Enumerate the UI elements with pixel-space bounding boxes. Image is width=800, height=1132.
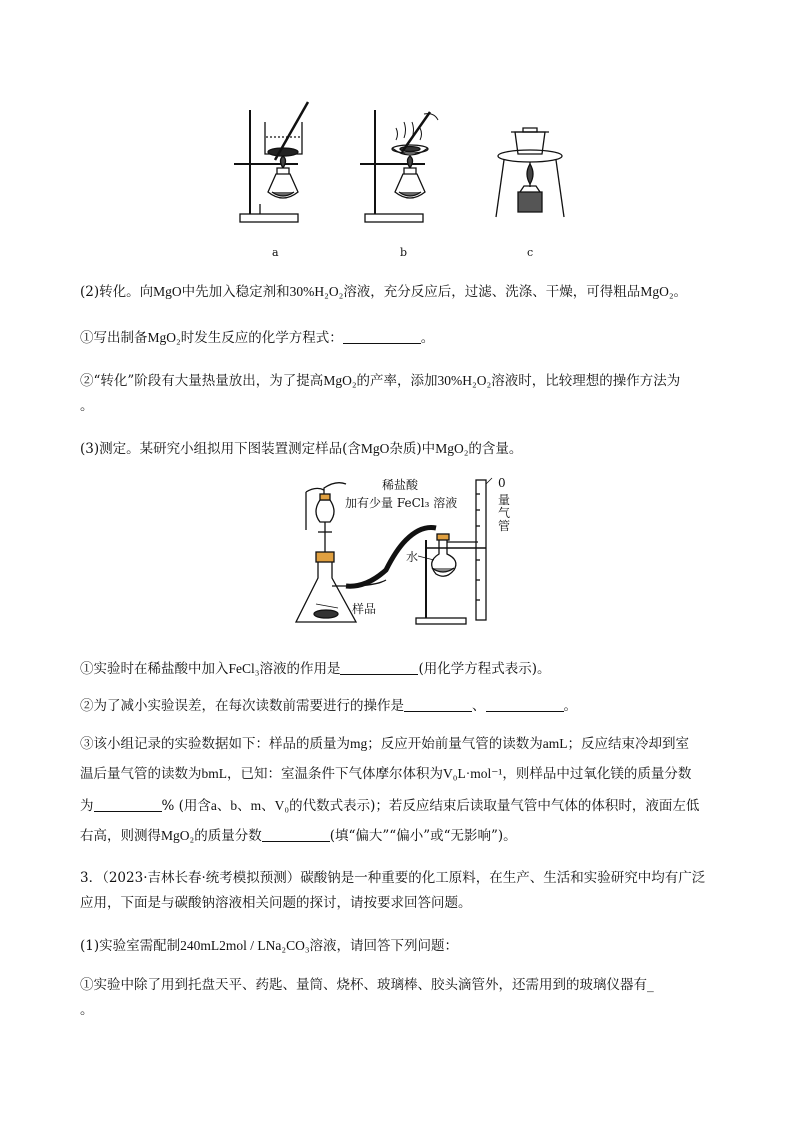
q-next-sub1-item1: ①实验中除了用到托盘天平、药匙、量筒、烧杯、玻璃棒、胶头滴管外，还需用到的玻璃仪器有_ [80, 977, 654, 993]
q3-sub3-line4: 右高，则测得MgO₂的质量分数 (填“偏大”“偏小”或“无影响”)。 [80, 828, 517, 844]
q-next-line2: 应用，下面是与碳酸钠溶液相关问题的探讨，请按要求回答问题。 [80, 895, 472, 911]
q3-header: (3)测定。某研究小组拟用下图装置测定样品(含MgO杂质)中MgO₂的含量。 [80, 441, 523, 457]
q3-sub3-line1: ③该小组记录的实验数据如下：样品的质量为mg；反应开始前量气管的读数为amL；反应结束冷却到室 [80, 736, 690, 752]
figure-label-b: b [400, 246, 408, 259]
q2-sub1: ①写出制备MgO₂时发生反应的化学方程式： 。 [80, 330, 435, 346]
q-next-line1: 3．（2023·吉林长春·统考模拟预测）碳酸钠是一种重要的化工原料，在生产、生活和实验研究中均有广泛 [80, 870, 706, 886]
apparatus-a [234, 102, 308, 222]
label-fecl3: 加有少量 FeCl₃ 溶液 [345, 496, 458, 510]
answer-blank[interactable] [404, 697, 472, 712]
q3-sub2: ②为了减小实验误差，在每次读数前需要进行的操作是 、 。 [80, 698, 577, 714]
q-next-sub1-item1-end: 。 [80, 1002, 94, 1018]
answer-blank[interactable] [486, 697, 564, 712]
apparatus-b [360, 110, 438, 222]
q3-sub3-line2: 温后量气管的读数为bmL，已知：室温条件下气体摩尔体积为V₀L·mol⁻¹，则样品中过氧化镁的质量分数 [80, 766, 692, 782]
answer-blank[interactable] [94, 797, 162, 812]
label-gas-tube: 量气管 [498, 493, 511, 533]
apparatus-c [496, 128, 564, 217]
q3-sub3-line3: 为 % (用含a、b、m、V₀的代数式表示)；若反应结束后读取量气管中气体的体积时，液面左低 [80, 798, 700, 814]
figure-label-a: a [272, 246, 279, 259]
q3-sub1: ①实验时在稀盐酸中加入FeCl₃溶液的作用是 (用化学方程式表示)。 [80, 661, 551, 677]
q2-sub2: ②“转化”阶段有大量热量放出，为了提高MgO₂的产率，添加30%H₂O₂溶液时，比较理想的操作方法为 [80, 373, 681, 389]
q-next-sub1: (1)实验室需配制240mL2mol / LNa₂CO₃溶液，请回答下列问题： [80, 938, 459, 954]
figure-label-c: c [527, 246, 534, 259]
label-zero: 0 [498, 476, 506, 490]
q2-sub2-line2: 。 [80, 398, 94, 414]
label-sample: 样品 [352, 602, 377, 616]
answer-blank[interactable] [343, 329, 421, 344]
apparatus-figure-abc [220, 92, 580, 252]
label-water: 水 [406, 550, 419, 564]
answer-blank[interactable] [262, 827, 330, 842]
q2-header: (2)转化。向MgO中先加入稳定剂和30%H₂O₂溶液，充分反应后，过滤、洗涤、干燥，可得粗品MgO₂。 [80, 284, 688, 300]
answer-blank[interactable] [340, 660, 418, 675]
label-dilute-hcl: 稀盐酸 [382, 478, 419, 492]
